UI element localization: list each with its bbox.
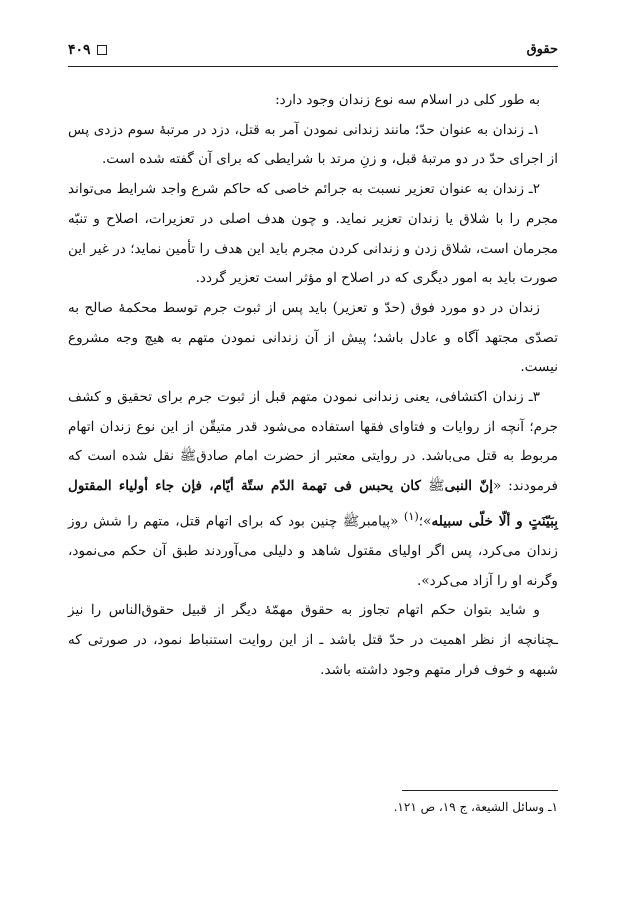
text-segment: نقل شده است که فرمودند: « <box>68 448 558 495</box>
footnote: ۱ـ وسائل الشیعة، ج ۱۹، ص ۱۲۱. <box>393 800 558 814</box>
paragraph-prison-tazir: ۲ـ زندان به عنوان تعزیر نسبت به جرائم خاصی که حاکم شرع واجد شرایط می‌تواند مجرم را با شلاق یا زندان تعزیر نماید. و چون هدف اصلی در تعزیرات، اصلاح و تنبّه مجرمان است، شلاق زدن و زندانی کردن مجرم باید این هدف را تأمین نماید؛ در غیر این صورت باید به امور دیگری که در اصلاح او مؤثر است تعزیر گردد. <box>68 181 558 287</box>
salutation-glyph: ﷺ <box>428 478 445 495</box>
salutation-glyph: ﷺ <box>179 448 197 465</box>
paragraph-prison-hadd: ۱ـ زندان به عنوان حدّ؛ مانند زندانی نمودن آمر به قتل، دزد در مرتبهٔ سوم دزدی پس از اجرای حدّ در دو مرتبهٔ قبل، و زنِ مرتد با شرایطی که برای آن گفته شده است. <box>68 121 558 168</box>
text-segment: »؛ <box>418 513 432 530</box>
salutation-glyph: ﷺ <box>342 513 360 530</box>
page-number: ۴۰۹ <box>68 42 91 58</box>
paragraph-investigative-prison <box>68 383 558 596</box>
arabic-hadith-text: کان یحبس فی تهمة الدّم ستّة أیّام، فإن جاء أولیاء المقتول بِبَیّنَتٍ و ألّا خلّی سبیله <box>68 478 558 530</box>
footnote-reference: (۱) <box>403 508 419 523</box>
main-text <box>68 86 558 686</box>
paragraph-intro: به طور کلی در اسلام سه نوع زندان وجود دارد: <box>275 92 540 108</box>
paragraph-conditions: زندان در دو مورد فوق (حدّ و تعزیر) باید پس از ثبوت جرم توسط محکمهٔ صالح به تصدّی مجتهد آگاه و عادل باشد؛ پیش از آن زندانی نمودن متهم به هیچ وجه مشروع نیست. <box>68 299 558 376</box>
paragraph-other-rights: و شاید بتوان حکم اتهام تجاوز به حقوق مهمّهٔ دیگر از قبیل حقوق‌الناس را نیز ـچنانچه از نظر اهمیت در حدّ قتل باشد ـ از این روایت استنباط نمود، در صورتی که شبهه و خوف فرار متهم وجود داشته باشد. <box>68 602 558 678</box>
arabic-hadith-text: إنّ النبی <box>444 478 494 495</box>
page-header <box>68 36 558 67</box>
square-ornament-icon <box>97 45 107 55</box>
text-segment: «پیامبر <box>359 513 404 530</box>
running-title: حقوق <box>526 42 558 57</box>
text-segment: ۳ـ زندان اکتشافی، یعنی زندانی نمودن متهم قبل از ثبوت جرم برای تحقیق و کشف جرم؛ آنچه از روایات و فتاوای فقها استفاده می‌شود قدر متیقّن از این نوع زندان اتهام مربوط به قتل می‌باشد. در روایتی معتبر از حضرت امام صادق <box>68 389 558 465</box>
footnote-divider <box>402 790 558 791</box>
page-number-block <box>68 42 107 58</box>
text-segment: چنین بود که برای اتهام قتل، متهم را شش روز زندان می‌کرد، پس اگر اولیای مقتول شاهد و دلیلی می‌آوردند طبق آن حکم می‌نمود، وگرنه او را آزاد می‌کرد». <box>68 513 558 589</box>
